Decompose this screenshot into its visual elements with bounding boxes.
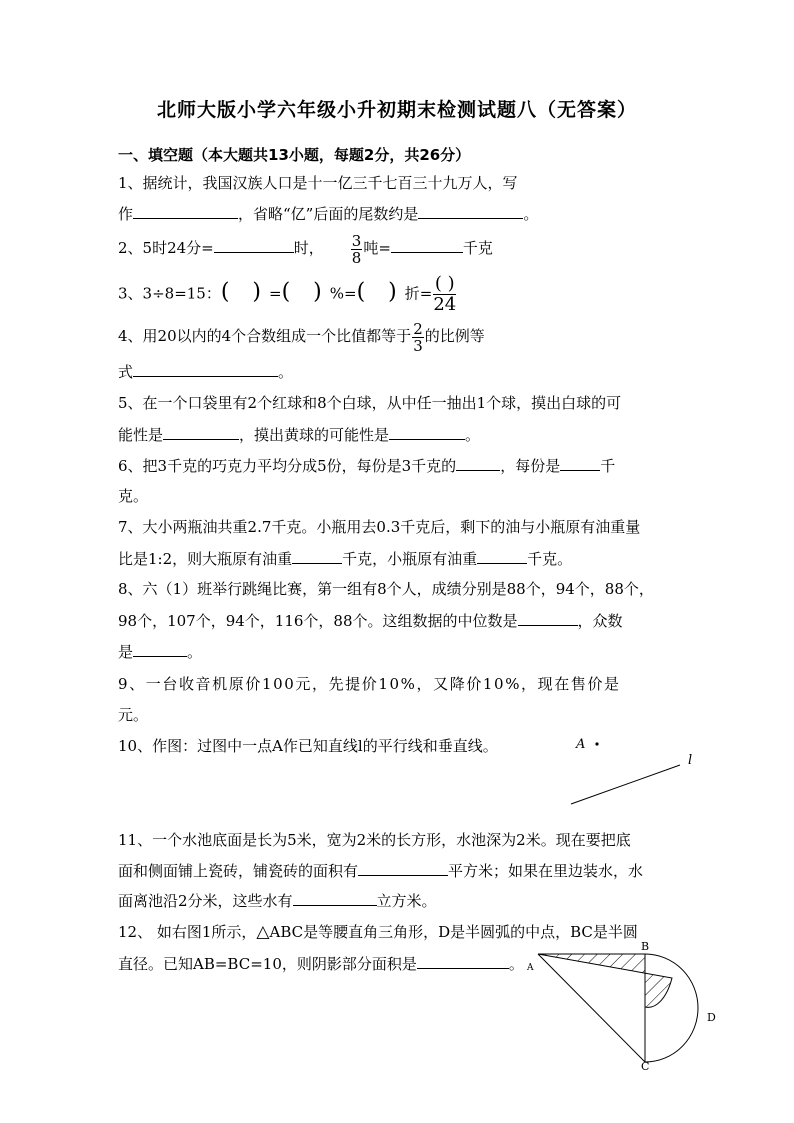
q1-blank-1[interactable] (133, 203, 238, 219)
q4-fraction: $\frac{2}{3}$ (413, 319, 423, 355)
q1-line2 (118, 203, 538, 224)
q7-line1: 7、大小两瓶油共重2.7千克。小瓶用去0.3千克后，剩下的油与小瓶原有油重量 (118, 518, 641, 536)
q2-text-a: 2、5时24分= (118, 239, 214, 257)
q1-text-a: 作 (118, 205, 134, 223)
q2-line (118, 232, 493, 266)
q9-line2: 元。 (118, 706, 149, 724)
semicircle-arc (645, 954, 698, 1062)
q6-line1: 6、把3千克的巧克力平均分成5份，每份是3千克的 ，每份是 千 (118, 457, 616, 475)
q12-figure (524, 938, 724, 1070)
q8-line3: 是 。 (118, 643, 203, 661)
q2-fraction: $\frac{3}{8}$ (351, 231, 362, 267)
q10-figure (560, 728, 710, 810)
q5-line2: 能性是 ，摸出黄球的可能性是 。 (118, 426, 481, 444)
q7-blank-2[interactable] (477, 548, 527, 564)
q3-paren-1[interactable]: ( ) (220, 279, 270, 305)
q8-blank-2[interactable] (133, 641, 187, 657)
point-a-label: A (576, 737, 586, 752)
q3-text-a: 3、3÷8=15： (118, 284, 221, 303)
q9-line1: 9、一台收音机原价100元，先提价10%，又降价10%，现在售价是 (118, 675, 621, 693)
q8-line1: 8、六（1）班举行跳绳比赛，第一组有8个人，成绩分别是88个，94个，88个， (118, 580, 654, 598)
q5-blank-1[interactable] (163, 424, 239, 440)
q4-line2: 式 。 (118, 363, 294, 381)
label-d: D (707, 1011, 716, 1024)
q6-blank-2[interactable] (560, 455, 600, 471)
q7-blank-1[interactable] (292, 548, 342, 564)
q3-paren-2[interactable]: ( ) (281, 279, 330, 305)
q2-text-c: 吨= (363, 239, 391, 257)
q11-line3: 面离池沿2分米，这些水有 立方米。 (118, 892, 437, 910)
q1-line1: 1、据统计，我国汉族人口是十一亿三千七百三十九万人，写 (118, 174, 518, 192)
point-a-dot (595, 742, 598, 745)
label-c: C (641, 1060, 650, 1070)
q3-paren-3[interactable]: ( ) (356, 279, 405, 305)
q4-blank[interactable] (133, 361, 278, 377)
q11-line2: 面和侧面铺上瓷砖，铺瓷砖的面积有 平方米；如果在里边装水，水 (118, 862, 644, 880)
q5-blank-2[interactable] (389, 424, 465, 440)
q10-text: 10、作图：过图中一点A作已知直线l的平行线和垂直线。 (118, 737, 498, 755)
q1-text-c: 。 (523, 205, 539, 223)
page-title: 北师大版小学六年级小升初期末检测试题八（无答案） (156, 99, 637, 121)
q11-line1: 11、一个水池底面是长为5米，宽为2米的长方形，水池深为2米。现在要把底 (118, 831, 631, 849)
q2-text-d: 千克 (462, 239, 493, 257)
triangle-symbol: △ (256, 922, 270, 942)
q8-blank-1[interactable] (518, 610, 578, 626)
q4-line1: 4、用20以内的4个合数组成一个比值都等于 $\frac{2}{3}$ 的比例等 (118, 319, 485, 355)
line-l-label: l (688, 753, 693, 768)
shaded-region (538, 954, 672, 1007)
q11-blank-2[interactable] (293, 890, 377, 906)
line-l (571, 765, 680, 804)
q6-blank-1[interactable] (456, 455, 500, 471)
q8-line2: 98个，107个，94个，116个，88个。这组数据的中位数是 ，众数 (118, 612, 623, 630)
q7-line2: 比是1:2，则大瓶原有油重 千克，小瓶原有油重 千克。 (118, 550, 573, 568)
section-heading: 一、填空题（本大题共13小题，每题2分，共26分） (118, 146, 471, 164)
q11-blank-1[interactable] (358, 860, 448, 876)
q12-line2: 直径。已知AB=BC=10，则阴影部分面积是 。 (118, 955, 524, 973)
q5-line1: 5、在一个口袋里有2个红球和8个白球，从中任一抽出1个球，摸出白球的可 (118, 394, 622, 412)
q3-fraction[interactable]: $\frac{( )}{24}$ (433, 273, 457, 315)
q2-text-b: 时， (293, 239, 324, 257)
q2-blank-2[interactable] (391, 237, 463, 253)
label-a: A (527, 963, 534, 973)
q2-blank-1[interactable] (214, 237, 294, 253)
q1-text-b: ，省略“亿”后面的尾数约是 (238, 205, 419, 223)
q12-blank[interactable] (417, 953, 509, 969)
q1-blank-2[interactable] (418, 203, 523, 219)
q3-line: 3、3÷8=15：( )=( )%=( )折= $\frac{( )}{24}$ (118, 273, 457, 315)
q6-line2: 克。 (118, 487, 149, 505)
label-b: B (641, 940, 650, 953)
q12-line1: 12、 如右图1所示，△ABC是等腰直角三角形，D是半圆弧的中点，BC是半圆 (118, 922, 638, 942)
